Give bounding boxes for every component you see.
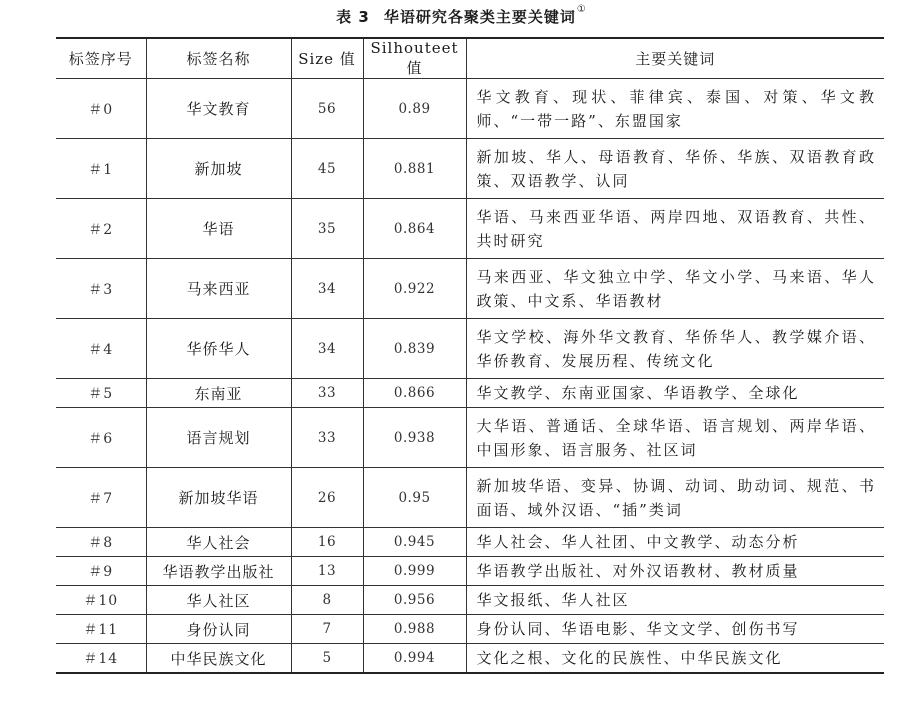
header-row <box>56 38 884 79</box>
size-cell: 26 <box>291 468 363 528</box>
tag-number-cell: ＃9 <box>56 557 146 586</box>
header-size: Size 值 <box>291 38 363 79</box>
tag-number-cell: ＃3 <box>56 259 146 319</box>
table-row <box>56 319 884 379</box>
size-cell: 8 <box>291 586 363 615</box>
size-cell: 33 <box>291 408 363 468</box>
keywords-cell: 华语、马来西亚华语、两岸四地、双语教育、共性、共时研究 <box>466 199 884 259</box>
table-title: 华语研究各聚类主要关键词 <box>383 8 576 26</box>
table-row <box>56 379 884 408</box>
tag-number-cell: ＃4 <box>56 319 146 379</box>
silhouette-cell: 0.864 <box>363 199 466 259</box>
tag-number-cell: ＃14 <box>56 644 146 674</box>
size-cell: 5 <box>291 644 363 674</box>
header-tag-name: 标签名称 <box>146 38 291 79</box>
silhouette-cell: 0.839 <box>363 319 466 379</box>
tag-name-cell: 华人社区 <box>146 586 291 615</box>
table-row <box>56 586 884 615</box>
silhouette-cell: 0.945 <box>363 528 466 557</box>
tag-number-cell: ＃7 <box>56 468 146 528</box>
silhouette-cell: 0.866 <box>363 379 466 408</box>
keywords-cell: 华人社会、华人社团、中文教学、动态分析 <box>466 528 884 557</box>
silhouette-cell: 0.994 <box>363 644 466 674</box>
tag-name-cell: 华语 <box>146 199 291 259</box>
tag-name-cell: 华文教育 <box>146 79 291 139</box>
keywords-cell: 华文报纸、华人社区 <box>466 586 884 615</box>
tag-number-cell: ＃2 <box>56 199 146 259</box>
footnote-mark: ① <box>576 4 587 15</box>
tag-name-cell: 中华民族文化 <box>146 644 291 674</box>
silhouette-cell: 0.956 <box>363 586 466 615</box>
keywords-cell: 大华语、普通话、全球华语、语言规划、两岸华语、中国形象、语言服务、社区词 <box>466 408 884 468</box>
table-row <box>56 139 884 199</box>
keywords-cell: 华文教学、东南亚国家、华语教学、全球化 <box>466 379 884 408</box>
table-row <box>56 408 884 468</box>
size-cell: 45 <box>291 139 363 199</box>
silhouette-cell: 0.988 <box>363 615 466 644</box>
tag-number-cell: ＃11 <box>56 615 146 644</box>
keywords-cell: 华语教学出版社、对外汉语教材、教材质量 <box>466 557 884 586</box>
header-keywords: 主要关键词 <box>466 38 884 79</box>
silhouette-cell: 0.89 <box>363 79 466 139</box>
silhouette-cell: 0.95 <box>363 468 466 528</box>
tag-name-cell: 身份认同 <box>146 615 291 644</box>
silhouette-cell: 0.881 <box>363 139 466 199</box>
table-row <box>56 644 884 674</box>
tag-number-cell: ＃6 <box>56 408 146 468</box>
silhouette-cell: 0.922 <box>363 259 466 319</box>
tag-name-cell: 华人社会 <box>146 528 291 557</box>
size-cell: 16 <box>291 528 363 557</box>
tag-name-cell: 东南亚 <box>146 379 291 408</box>
header-tag-number: 标签序号 <box>56 38 146 79</box>
cluster-keywords-table <box>56 37 884 674</box>
table-caption <box>0 6 923 27</box>
keywords-cell: 新加坡华语、变异、协调、动词、助动词、规范、书面语、域外汉语、“插”类词 <box>466 468 884 528</box>
tag-name-cell: 新加坡华语 <box>146 468 291 528</box>
tag-number-cell: ＃10 <box>56 586 146 615</box>
tag-number-cell: ＃1 <box>56 139 146 199</box>
tag-name-cell: 新加坡 <box>146 139 291 199</box>
table-row <box>56 79 884 139</box>
size-cell: 56 <box>291 79 363 139</box>
table-row <box>56 199 884 259</box>
keywords-cell: 身份认同、华语电影、华文文学、创伤书写 <box>466 615 884 644</box>
tag-number-cell: ＃0 <box>56 79 146 139</box>
tag-name-cell: 马来西亚 <box>146 259 291 319</box>
tag-number-cell: ＃5 <box>56 379 146 408</box>
silhouette-cell: 0.999 <box>363 557 466 586</box>
keywords-cell: 华文学校、海外华文教育、华侨华人、教学媒介语、华侨教育、发展历程、传统文化 <box>466 319 884 379</box>
table-row <box>56 259 884 319</box>
tag-name-cell: 华语教学出版社 <box>146 557 291 586</box>
size-cell: 34 <box>291 319 363 379</box>
silhouette-cell: 0.938 <box>363 408 466 468</box>
keywords-cell: 华文教育、现状、菲律宾、泰国、对策、华文教师、“一带一路”、东盟国家 <box>466 79 884 139</box>
size-cell: 13 <box>291 557 363 586</box>
keywords-cell: 马来西亚、华文独立中学、华文小学、马来语、华人政策、中文系、华语教材 <box>466 259 884 319</box>
table-number: 表 3 <box>336 8 370 26</box>
table-row <box>56 615 884 644</box>
keywords-cell: 文化之根、文化的民族性、中华民族文化 <box>466 644 884 674</box>
size-cell: 33 <box>291 379 363 408</box>
size-cell: 7 <box>291 615 363 644</box>
tag-name-cell: 语言规划 <box>146 408 291 468</box>
keywords-cell: 新加坡、华人、母语教育、华侨、华族、双语教育政策、双语教学、认同 <box>466 139 884 199</box>
tag-number-cell: ＃8 <box>56 528 146 557</box>
tag-name-cell: 华侨华人 <box>146 319 291 379</box>
table-row <box>56 528 884 557</box>
size-cell: 35 <box>291 199 363 259</box>
table-row <box>56 468 884 528</box>
table-row <box>56 557 884 586</box>
header-silhouette: Silhouteet 值 <box>363 38 466 79</box>
size-cell: 34 <box>291 259 363 319</box>
